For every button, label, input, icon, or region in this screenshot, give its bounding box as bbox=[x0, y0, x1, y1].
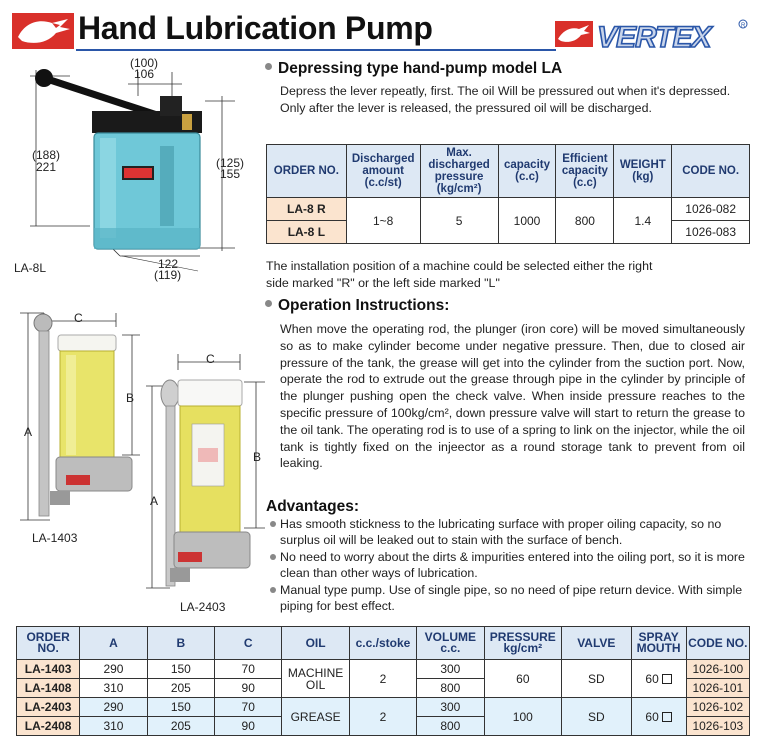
a-cell: 310 bbox=[80, 717, 147, 736]
page-title: Hand Lubrication Pump bbox=[78, 10, 433, 46]
a-cell: 290 bbox=[80, 660, 147, 679]
col-oil: OIL bbox=[282, 627, 349, 660]
la2403-pump-illustration bbox=[140, 348, 265, 618]
c-cell: 90 bbox=[215, 717, 282, 736]
pressure-cell: 5 bbox=[420, 198, 498, 244]
col-code-no: CODE NO. bbox=[672, 145, 750, 198]
weight-cell: 1.4 bbox=[614, 198, 672, 244]
la8l-caption: LA-8L bbox=[14, 261, 47, 275]
volume-cell: 800 bbox=[417, 717, 484, 736]
bullet-icon bbox=[265, 300, 272, 307]
table-header-row bbox=[17, 627, 750, 660]
col-spray-mouth: SPRAY MOUTH bbox=[631, 627, 686, 660]
a-cell: 310 bbox=[80, 679, 147, 698]
svg-text:R: R bbox=[741, 23, 746, 29]
b-cell: 205 bbox=[147, 717, 214, 736]
dim-c-label: C bbox=[74, 311, 83, 325]
volume-cell: 800 bbox=[417, 679, 484, 698]
dim-bottom-label-2: (119) bbox=[154, 268, 182, 282]
spray-mouth-cell: 60 bbox=[631, 660, 686, 698]
vertex-brand-logo bbox=[555, 15, 750, 53]
dim-a-label: A bbox=[24, 425, 33, 439]
dim-right-label-1: (125) bbox=[216, 156, 245, 170]
checkbox-icon bbox=[662, 674, 672, 684]
col-b: B bbox=[147, 627, 214, 660]
stroke-cell: 2 bbox=[349, 660, 416, 698]
dim-right-label-2: 155 bbox=[220, 167, 241, 181]
pressure-cell: 60 bbox=[484, 660, 562, 698]
la1403-pump-illustration bbox=[10, 305, 140, 550]
bullet-icon bbox=[270, 587, 276, 593]
volume-cell: 300 bbox=[417, 698, 484, 717]
model-cell: LA-1408 bbox=[17, 679, 80, 698]
valve-cell: SD bbox=[562, 698, 631, 736]
col-c: C bbox=[215, 627, 282, 660]
model-cell: LA-8 R bbox=[267, 198, 347, 221]
b-cell: 205 bbox=[147, 679, 214, 698]
bullet-icon bbox=[270, 521, 276, 527]
code-cell: 1026-100 bbox=[686, 660, 749, 679]
pressure-cell: 100 bbox=[484, 698, 562, 736]
dim-left-label-1: (188) bbox=[32, 148, 61, 162]
capacity-cell: 1000 bbox=[498, 198, 556, 244]
col-capacity: capacity (c.c) bbox=[498, 145, 556, 198]
c-cell: 70 bbox=[215, 698, 282, 717]
model-cell: LA-2403 bbox=[17, 698, 80, 717]
code-cell: 1026-101 bbox=[686, 679, 749, 698]
model-cell: LA-1403 bbox=[17, 660, 80, 679]
dim-left-label-2: 221 bbox=[36, 160, 57, 174]
code-cell: 1026-102 bbox=[686, 698, 749, 717]
operation-text: When move the operating rod, the plunger (iron core) will be moved simultaneously so as to make cylinder become under negative pressure. Then, due to closed air pressure of the tank, the grease will get into the cylinder from the suction port. Now, operate the rod to extrude out the grease through pipe in the cylinder by principle of the plunger pushing open the check valve. When inside pressure reaches to the specific pressure of 100kg/cm², down pressure valve will start to return the grease to the oil tank. The operating rod is to use of a spring to link on the injector, while the oil tank is tightly fixed on the injeector as a round storage tank to prevent from oil leaking. bbox=[280, 322, 745, 471]
advantage-item: No need to worry about the dirts & impurities entered into the oiling port, so it is more clean than other ways of lubrication. bbox=[280, 549, 750, 581]
code-cell: 1026-103 bbox=[686, 717, 749, 736]
la-section-heading: Depressing type hand-pump model LA bbox=[265, 60, 562, 78]
la-spec-table bbox=[266, 144, 750, 244]
discharged-cell: 1~8 bbox=[346, 198, 420, 244]
b-cell: 150 bbox=[147, 660, 214, 679]
col-valve: VALVE bbox=[562, 627, 631, 660]
advantage-item: Has smooth stickness to the lubricating surface with proper oiling capacity, so no surplus oil will be leaked out to stain with the surface of bench. bbox=[280, 516, 750, 548]
table-row bbox=[17, 660, 750, 679]
col-code-no: CODE NO. bbox=[686, 627, 749, 660]
col-order-no: ORDER NO. bbox=[17, 627, 80, 660]
operation-heading: Operation Instructions: bbox=[265, 297, 449, 315]
dim-b-label: B bbox=[253, 450, 262, 464]
dim-c-label: C bbox=[206, 352, 215, 366]
col-a: A bbox=[80, 627, 147, 660]
oil-cell: MACHINE OIL bbox=[282, 660, 349, 698]
efficient-cell: 800 bbox=[556, 198, 614, 244]
la2403-caption: LA-2403 bbox=[180, 600, 226, 614]
col-order-no: ORDER NO. bbox=[267, 145, 347, 198]
model-cell: LA-2408 bbox=[17, 717, 80, 736]
brand-name: VERTEX bbox=[597, 21, 711, 53]
col-pressure: PRESSURE kg/cm² bbox=[484, 627, 562, 660]
valve-cell: SD bbox=[562, 660, 631, 698]
col-volume: VOLUME c.c. bbox=[417, 627, 484, 660]
volume-cell: 300 bbox=[417, 660, 484, 679]
spray-mouth-cell: 60 bbox=[631, 698, 686, 736]
dim-bottom-label-1: 122 bbox=[158, 257, 179, 271]
bullet-icon bbox=[270, 554, 276, 560]
stroke-cell: 2 bbox=[349, 698, 416, 736]
model-cell: LA-8 L bbox=[267, 221, 347, 244]
la14-la24-spec-table bbox=[16, 626, 750, 736]
c-cell: 90 bbox=[215, 679, 282, 698]
dim-a-label: A bbox=[150, 494, 159, 508]
la-intro-text: Depress the lever repeatly, first. The oil Will be pressured out when it's depressed. Only after the lever is released, the pressured oil will be discharged. bbox=[280, 84, 731, 115]
page-header bbox=[0, 0, 761, 58]
la1403-caption: LA-1403 bbox=[32, 531, 78, 545]
table-row bbox=[267, 198, 750, 221]
la8l-pump-illustration bbox=[10, 56, 260, 282]
dim-top-label-1: (100) bbox=[130, 56, 159, 70]
col-stroke: c.c./stoke bbox=[349, 627, 416, 660]
col-max-pressure: Max. discharged pressure (kg/cm²) bbox=[420, 145, 498, 198]
dim-b-label: B bbox=[126, 391, 135, 405]
col-discharged: Discharged amount (c.c/st) bbox=[346, 145, 420, 198]
checkbox-icon bbox=[662, 712, 672, 722]
code-cell: 1026-083 bbox=[672, 221, 750, 244]
eagle-logo-icon bbox=[12, 13, 74, 49]
bullet-icon bbox=[265, 63, 272, 70]
title-underline bbox=[76, 49, 556, 51]
col-efficient: Efficient capacity (c.c) bbox=[556, 145, 614, 198]
a-cell: 290 bbox=[80, 698, 147, 717]
oil-cell: GREASE bbox=[282, 698, 349, 736]
advantages-heading: Advantages: bbox=[266, 498, 360, 515]
installation-note: The installation position of a machine could be selected either the right side marked "R" or the left side marked "L" bbox=[266, 259, 653, 290]
col-weight: WEIGHT (kg) bbox=[614, 145, 672, 198]
dim-top-label-2: 106 bbox=[134, 67, 155, 81]
code-cell: 1026-082 bbox=[672, 198, 750, 221]
advantage-item: Manual type pump. Use of single pipe, so no need of pipe return device. With simple piping for best effect. bbox=[280, 582, 750, 614]
table-header-row bbox=[267, 145, 750, 198]
b-cell: 150 bbox=[147, 698, 214, 717]
table-row bbox=[17, 698, 750, 717]
c-cell: 70 bbox=[215, 660, 282, 679]
